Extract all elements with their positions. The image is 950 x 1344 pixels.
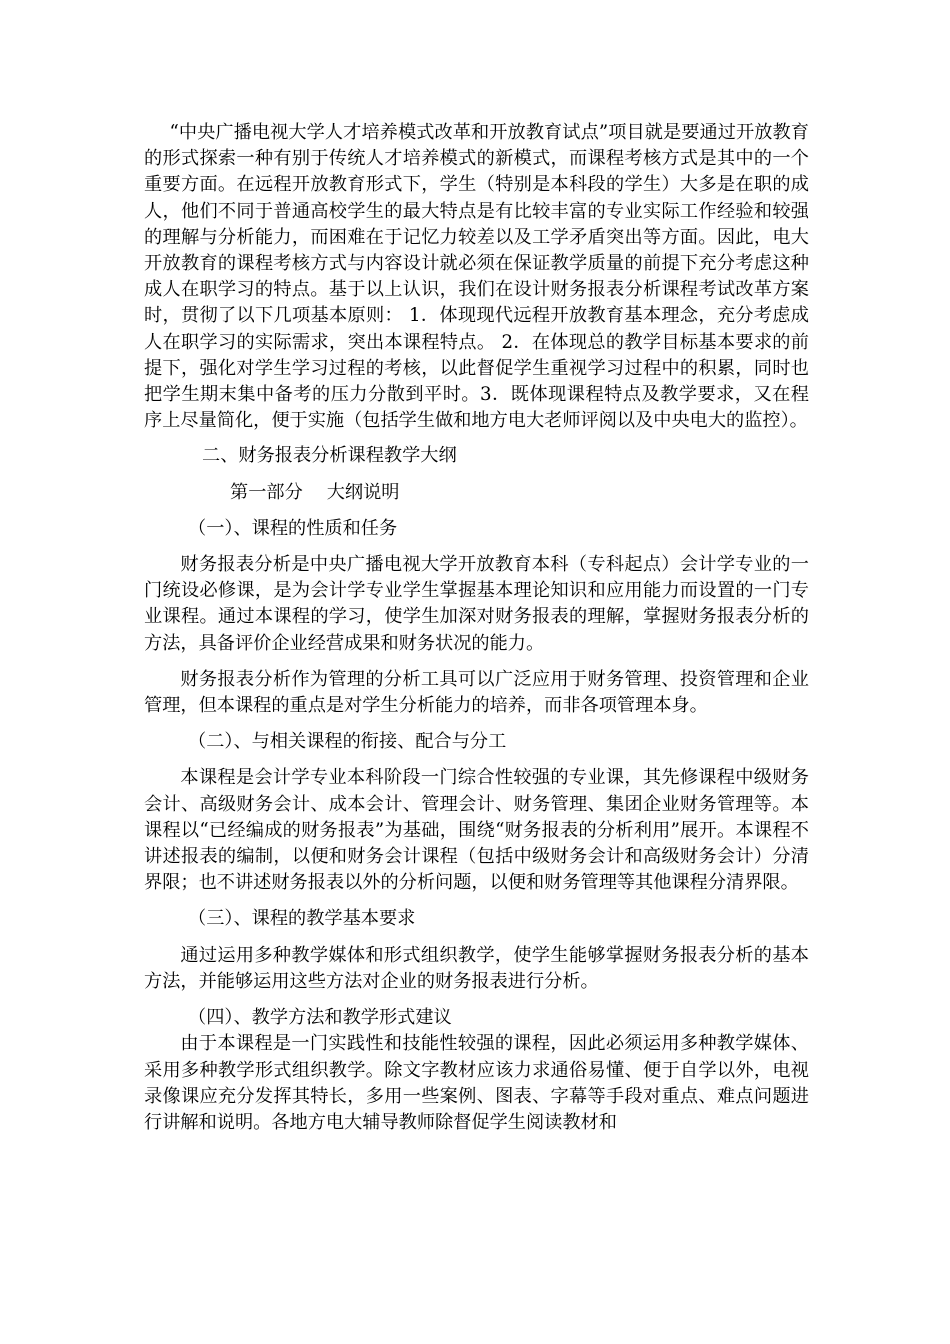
- section-2-paragraph-1: 本课程是会计学专业本科阶段一门综合性较强的专业课，其先修课程中级财务会计、高级财务会计、成本会计、管理会计、财务管理、集团企业财务管理等。本课程以“已经编成的财务报表”为基础，围绕“财务报表的分析利用”展开。本课程不讲述报表的编制，以便和财务会计课程（包括中级财务会计和高级财务会计）分清界限；也不讲述财务报表以外的分析问题，以便和财务管理等其他课程分清界限。: [144, 767, 809, 894]
- section-4-paragraph-1: 由于本课程是一门实践性和技能性较强的课程，因此必须运用多种教学媒体、采用多种教学形式组织教学。除文字教材应该力求通俗易懂、便于自学以外，电视录像课应充分发挥其特长，多用一些案例、图表、字幕等手段对重点、难点问题进行讲解和说明。各地方电大辅导教师除督促学生阅读教材和: [144, 1033, 809, 1133]
- part-heading: 第一部分 大纲说明: [230, 481, 400, 503]
- document-page: [144, 120, 809, 1136]
- main-heading: 二、财务报表分析课程教学大纲: [202, 445, 457, 467]
- section-1-paragraph-2: 财务报表分析作为管理的分析工具可以广泛应用于财务管理、投资管理和企业管理，但本课程的重点是对学生分析能力的培养，而非各项管理本身。: [144, 668, 809, 717]
- section-heading-4: （四）、教学方法和教学形式建议: [188, 1007, 452, 1029]
- intro-paragraph: “中央广播电视大学人才培养模式改革和开放教育试点”项目就是要通过开放教育的形式探索一种有别于传统人才培养模式的新模式，而课程考核方式是其中的一个重要方面。在远程开放教育形式下，学生（特别是本科段的学生）大多是在职的成人，他们不同于普通高校学生的最大特点是有比较丰富的专业实际工作经验和较强的理解与分析能力，而困难在于记忆力较差以及工学矛盾突出等方面。因此，电大开放教育的课程考核方式与内容设计就必须在保证教学质量的前提下充分考虑这种成人在职学习的特点。基于以上认识，我们在设计财务报表分析课程考试改革方案时，贯彻了以下几项基本原则： 1．体现现代远程开放教育基本理念，充分考虑成人在职学习的实际需求，突出本课程特点。 2．在体现总的教学目标基本要求的前提下，强化对学生学习过程的考核，以此督促学生重视学习过程中的积累，同时也把学生期末集中备考的压力分散到平时。3．既体现课程特点及教学要求，又在程序上尽量简化，便于实施（包括学生做和地方电大老师评阅以及中央电大的监控）。: [144, 122, 809, 432]
- section-3-paragraph-1: 通过运用多种教学媒体和形式组织教学，使学生能够掌握财务报表分析的基本方法，并能够运用这些方法对企业的财务报表进行分析。: [144, 944, 809, 992]
- section-heading-1: （一）、课程的性质和任务: [188, 517, 398, 539]
- section-1-paragraph-1: 财务报表分析是中央广播电视大学开放教育本科（专科起点）会计学专业的一门统设必修课，是为会计学专业学生掌握基本理论知识和应用能力而设置的一门专业课程。通过本课程的学习，使学生加深对财务报表的理解，掌握财务报表分析的方法，具备评价企业经营成果和财务状况的能力。: [144, 554, 809, 654]
- section-heading-3: （三）、课程的教学基本要求: [188, 908, 416, 930]
- section-heading-2: （二）、与相关课程的衔接、配合与分工: [188, 731, 507, 753]
